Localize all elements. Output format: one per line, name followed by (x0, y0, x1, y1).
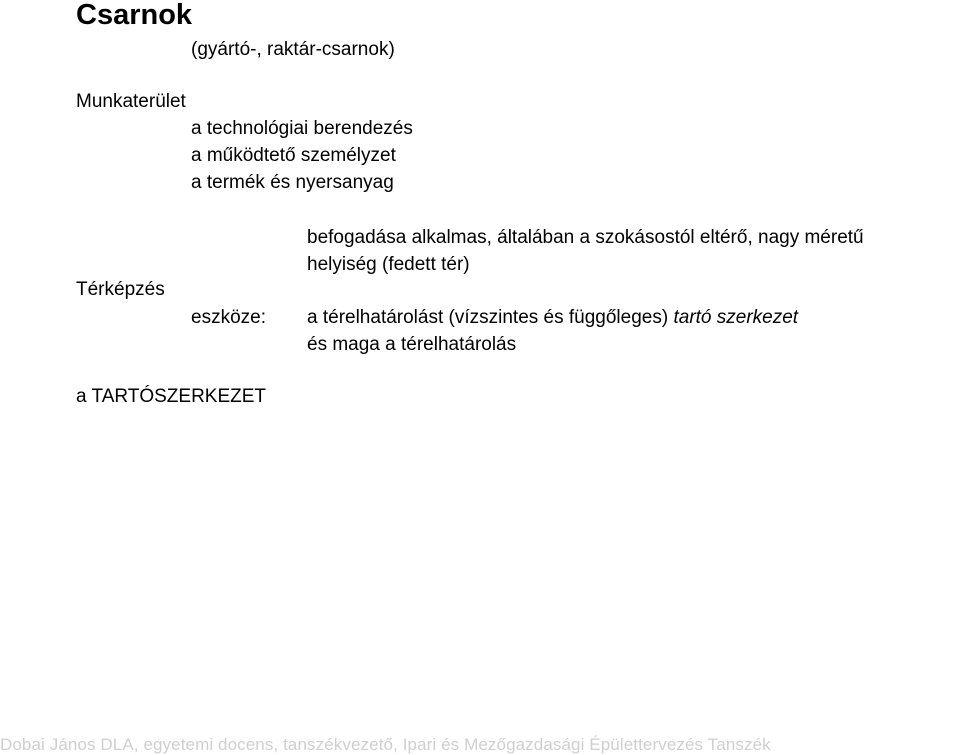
page-title: Csarnok (76, 0, 193, 31)
subtitle: (gyártó-, raktár-csarnok) (191, 39, 395, 60)
terelhatarolast-text: a térelhatárolást (vízszintes és függőleges) (307, 307, 674, 328)
munkaterulet-item-termek: a termék és nyersanyag (191, 172, 394, 193)
tarto-szerkezet-emphasis: tartó szerkezet (673, 307, 799, 328)
munkaterulet-label: Munkaterület (76, 91, 186, 112)
munkaterulet-item-technologiai: a technológiai berendezés (191, 118, 413, 139)
terelhatarolast-line (307, 308, 798, 327)
footer-credit: Dobai János DLA, egyetemi docens, tanszékvezető, Ipari és Mezőgazdasági Épülettervezés Tanszék (0, 735, 771, 754)
terkepzes-label: Térképzés (76, 279, 165, 300)
munkaterulet-item-szemelyzet: a működtető személyzet (191, 145, 396, 166)
terelhatarolas-line: és maga a térelhatárolás (307, 334, 517, 355)
tartoszerkezet-label: a TARTÓSZERKEZET (76, 386, 267, 407)
eszkoze-label: eszköze: (191, 307, 266, 328)
helyiseg-line: helyiség (fedett tér) (307, 254, 470, 275)
befogadasa-line: befogadása alkalmas, általában a szokásostól eltérő, nagy méretű (307, 227, 864, 248)
